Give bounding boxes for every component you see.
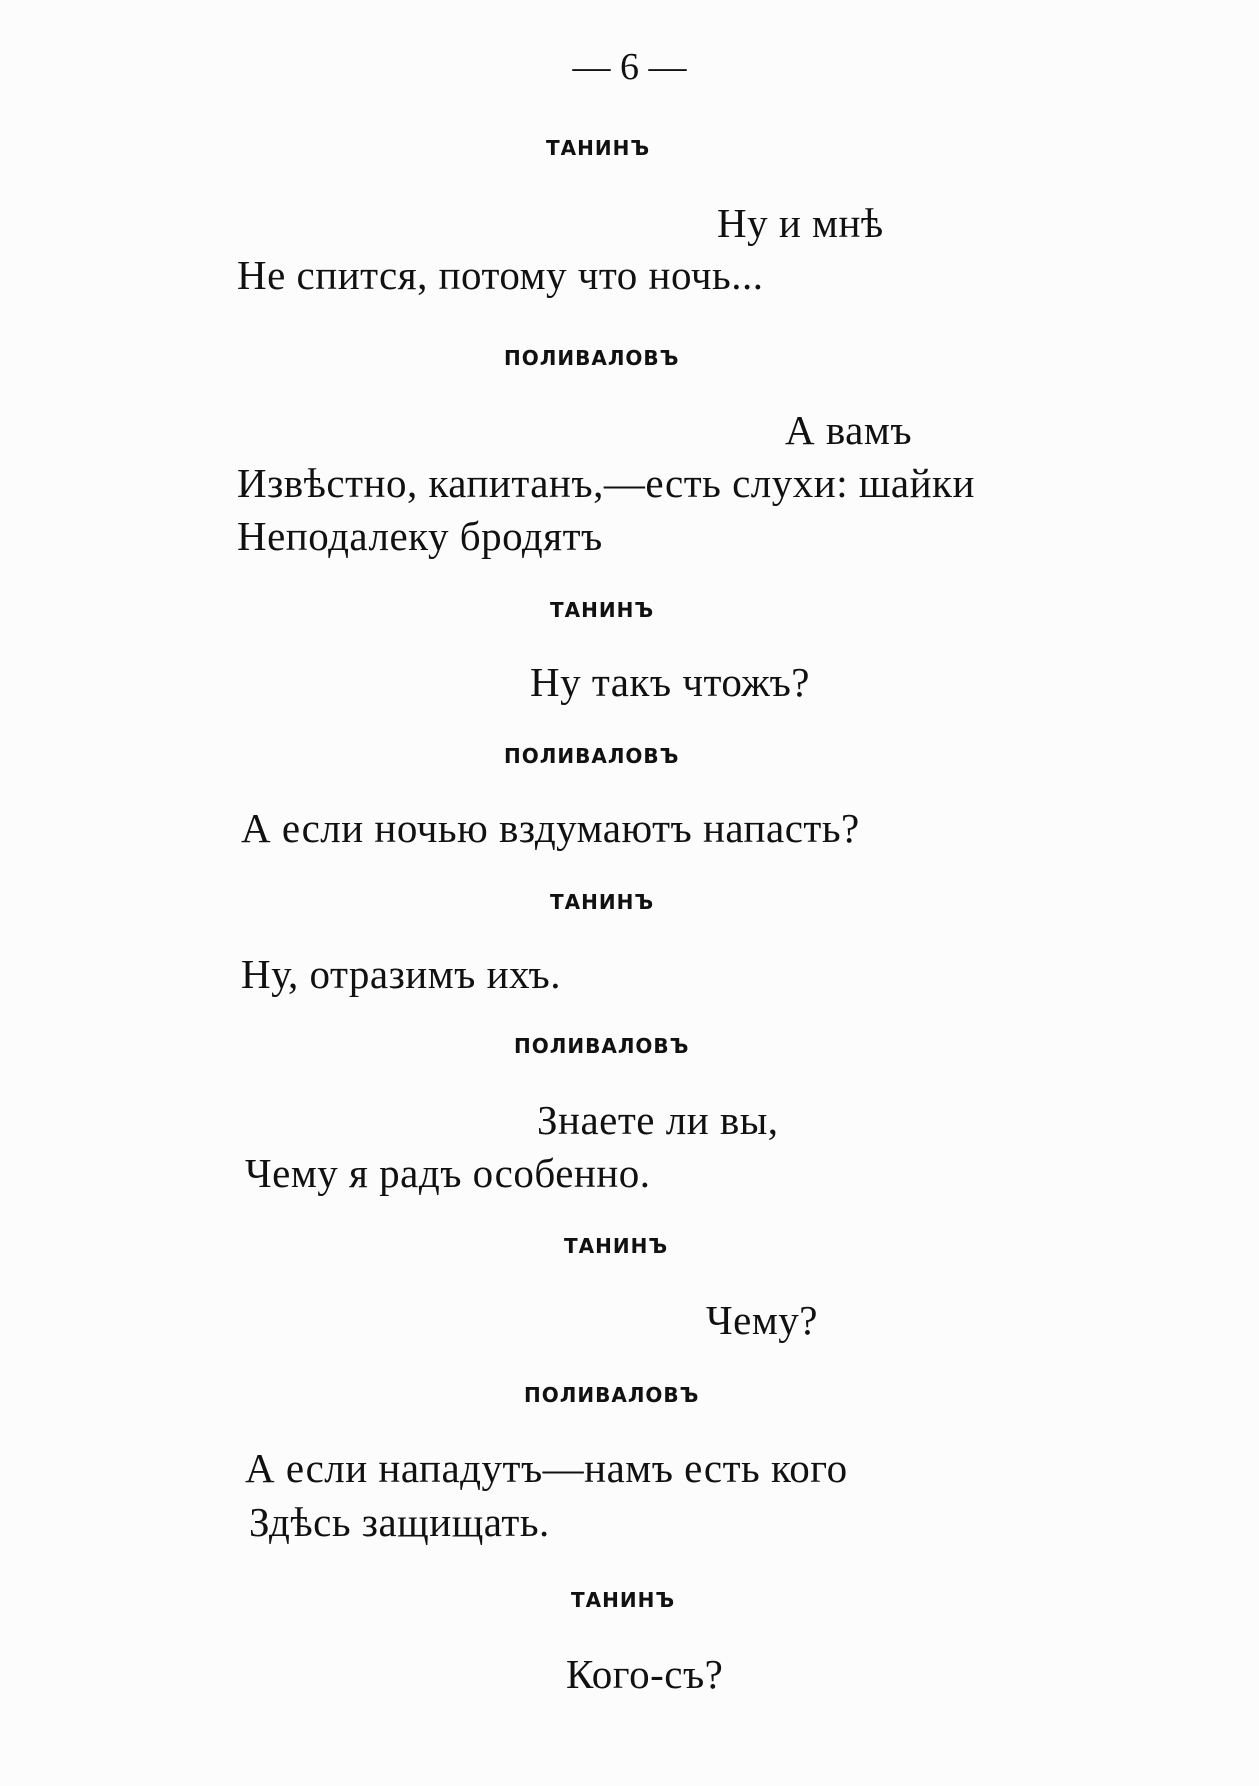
- speaker-name: ПОЛИВАЛОВЪ: [514, 1034, 690, 1058]
- dialogue-line: Извѣстно, капитанъ,—есть слухи: шайки: [237, 460, 975, 506]
- dialogue-line: Кого-съ?: [566, 1651, 724, 1697]
- speaker-name: ТАНИНЪ: [546, 136, 651, 160]
- dialogue-line: Ну, отразимъ ихъ.: [241, 951, 561, 997]
- dialogue-line: Здѣсь защищать.: [249, 1499, 550, 1545]
- speaker-name: ТАНИНЪ: [550, 890, 655, 914]
- dialogue-line: Чему?: [706, 1297, 818, 1343]
- speaker-name: ПОЛИВАЛОВЪ: [504, 346, 680, 370]
- dialogue-line: А если ночью вздумаютъ напасть?: [241, 805, 860, 851]
- dialogue-line: Знаете ли вы,: [537, 1097, 779, 1143]
- dialogue-line: А если нападутъ—намъ есть кого: [245, 1445, 848, 1491]
- speaker-name: ПОЛИВАЛОВЪ: [504, 744, 680, 768]
- speaker-name: ТАНИНЪ: [571, 1588, 676, 1612]
- speaker-name: ТАНИНЪ: [550, 598, 655, 622]
- dialogue-line: А вамъ: [785, 407, 913, 453]
- page-number: — 6 —: [572, 46, 687, 88]
- dialogue-line: Не спится, потому что ночь...: [237, 252, 764, 298]
- dialogue-line: Чему я радъ особенно.: [245, 1150, 651, 1196]
- speaker-name: ТАНИНЪ: [564, 1234, 669, 1258]
- dialogue-line: Ну и мнѣ: [717, 200, 884, 246]
- dialogue-line: Неподалеку бродятъ: [237, 513, 603, 559]
- speaker-name: ПОЛИВАЛОВЪ: [524, 1383, 700, 1407]
- dialogue-line: Ну такъ чтожъ?: [530, 659, 811, 705]
